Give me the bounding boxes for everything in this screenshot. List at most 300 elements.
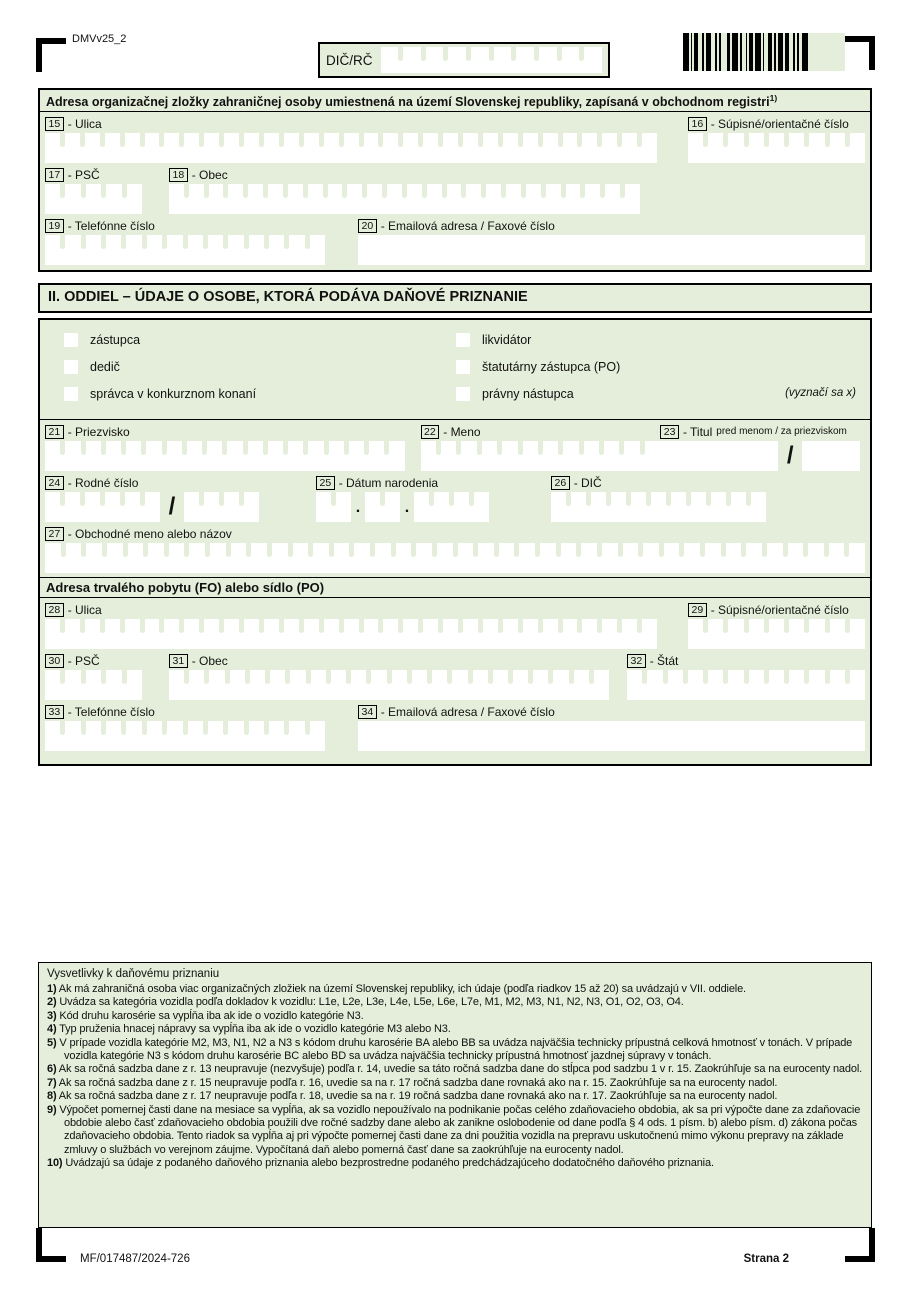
field-15-ulica-input[interactable] [45, 133, 657, 163]
field-16-label: - Súpisné/orientačné číslo [710, 116, 849, 131]
field-32-number: 32 [627, 654, 646, 668]
field-23-label: - Titul [682, 424, 713, 439]
comb-cell [631, 492, 646, 522]
comb-separator [407, 670, 412, 700]
comb-separator [60, 133, 65, 163]
field-30-psc-input[interactable] [45, 670, 142, 700]
comb-separator [80, 133, 85, 163]
comb-separator [203, 235, 208, 265]
comb-separator [626, 492, 631, 522]
comb-cell [627, 670, 642, 700]
comb-cell [443, 133, 458, 163]
comb-separator [183, 721, 188, 751]
comb-cell [502, 441, 517, 471]
field-25-datum-rok-input[interactable] [414, 492, 489, 522]
field-31-obec-input[interactable] [169, 670, 609, 700]
comb-separator [481, 184, 486, 214]
comb-separator [102, 543, 107, 573]
comb-separator [339, 619, 344, 649]
form-code: DMVv25_2 [72, 33, 127, 45]
comb-separator [81, 670, 86, 700]
comb-separator [597, 133, 602, 163]
field-30-group [45, 649, 142, 700]
comb-cell [437, 543, 453, 573]
comb-separator [141, 441, 146, 471]
comb-separator [226, 543, 231, 573]
comb-cell [189, 670, 204, 700]
field-25-datum-den-input[interactable] [316, 492, 351, 522]
field-21-label: - Priezvisko [67, 424, 130, 439]
field-15-group [45, 112, 657, 163]
comb-separator [279, 619, 284, 649]
comb-cell [86, 543, 102, 573]
comb-cell [334, 543, 350, 573]
comb-cell [623, 543, 639, 573]
comb-separator [259, 619, 264, 649]
comb-cell [184, 133, 199, 163]
comb-separator [81, 235, 86, 265]
comb-cell [441, 441, 456, 471]
comb-cell [432, 670, 447, 700]
field-29-label: - Súpisné/orientačné číslo [710, 602, 849, 617]
field-34-email-fax-input[interactable] [358, 721, 865, 751]
comb-cell [645, 441, 660, 471]
comb-cell [125, 492, 140, 522]
comb-separator [556, 543, 561, 573]
field-34-label: - Emailová adresa / Faxové číslo [380, 704, 555, 719]
comb-separator [205, 543, 210, 573]
comb-separator [364, 441, 369, 471]
comb-cell [86, 721, 101, 751]
footnote-2-text: Uvádza sa kategória vozidla podľa dokladov k vozidlu: L1e, L2e, L3e, L4e, L5e, L6e, L7e, M1, M2, M3, N1, N2, N3, O1, O2, O3, O4. [59, 996, 684, 1009]
comb-separator [81, 441, 86, 471]
footnote-10-number: 10) [47, 1157, 63, 1170]
footnote-10-text: Uvádzajú sa údaje z podaného daňového priznania alebo bezprostredne podaného predchádzajúceho dodatočného daňového priznania. [65, 1157, 714, 1170]
comb-cell [543, 619, 558, 649]
comb-separator [824, 543, 829, 573]
comb-cell [204, 619, 219, 649]
comb-separator [60, 670, 65, 700]
comb-cell [403, 47, 421, 73]
comb-cell [622, 619, 637, 649]
comb-separator [380, 492, 385, 522]
footnote-5-number: 5) [47, 1036, 57, 1049]
field-16-supisne-cislo-input[interactable] [688, 133, 865, 163]
comb-separator [120, 133, 125, 163]
comb-separator [764, 670, 769, 700]
footnote-4-number: 4) [47, 1023, 57, 1036]
comb-cell [249, 721, 264, 751]
comb-separator [164, 543, 169, 573]
comb-cell [849, 543, 865, 573]
comb-cell [250, 670, 265, 700]
comb-cell [86, 235, 101, 265]
comb-separator [326, 670, 331, 700]
comb-separator [804, 133, 809, 163]
comb-separator [723, 619, 728, 649]
comb-separator [477, 441, 482, 471]
comb-separator [370, 543, 375, 573]
field-26-number: 26 [551, 476, 570, 490]
footnote-4 [47, 1023, 863, 1036]
comb-separator [825, 133, 830, 163]
comb-cell [210, 543, 226, 573]
comb-cell [447, 184, 462, 214]
comb-cell [571, 492, 586, 522]
field-32-stat-input[interactable] [627, 670, 865, 700]
field-28-group [45, 598, 657, 649]
comb-separator [199, 133, 204, 163]
checkbox-row-dedic [64, 360, 456, 374]
comb-separator [402, 184, 407, 214]
comb-separator [436, 441, 441, 471]
field-19-telefon-input[interactable] [45, 235, 325, 265]
comb-cell [331, 670, 346, 700]
comb-separator [162, 721, 167, 751]
comb-separator [726, 492, 731, 522]
field-18-obec-input[interactable] [169, 184, 640, 214]
field-17-group [45, 163, 142, 214]
comb-separator [279, 133, 284, 163]
comb-cell [290, 670, 305, 700]
comb-cell [513, 670, 528, 700]
crop-mark-bottom-right [845, 1228, 875, 1262]
comb-separator [219, 133, 224, 163]
comb-separator [303, 184, 308, 214]
comb-cell [289, 721, 304, 751]
comb-cell [412, 670, 427, 700]
comb-separator [123, 543, 128, 573]
comb-cell [566, 184, 581, 214]
comb-cell [231, 543, 247, 573]
comb-cell [105, 619, 120, 649]
comb-cell [452, 670, 467, 700]
comb-cell [65, 133, 80, 163]
comb-separator [346, 670, 351, 700]
field-23-titul-pred-input[interactable] [660, 441, 778, 471]
checkbox-zastupca[interactable] [64, 333, 78, 347]
comb-cell [208, 721, 223, 751]
comb-cell [207, 441, 222, 471]
comb-cell [830, 670, 845, 700]
field-15-number: 15 [45, 117, 64, 131]
comb-cell [188, 721, 203, 751]
field-18-group [169, 163, 640, 214]
comb-separator [101, 721, 106, 751]
comb-cell [164, 619, 179, 649]
field-29-supisne-cislo-input[interactable] [688, 619, 865, 649]
field-24-group [45, 471, 260, 522]
comb-cell [169, 184, 184, 214]
checkbox-spravca-v-konkurznom-konani[interactable] [64, 387, 78, 401]
comb-cell [543, 441, 558, 471]
comb-separator [784, 133, 789, 163]
comb-cell [365, 492, 380, 522]
comb-cell [128, 543, 144, 573]
comb-separator [243, 441, 248, 471]
crop-mark-top-left [36, 38, 66, 72]
comb-cell [145, 133, 160, 163]
comb-separator [577, 619, 582, 649]
comb-cell [126, 721, 141, 751]
comb-separator [784, 670, 789, 700]
permanent-address-title: Adresa trvalého pobytu (FO) alebo sídlo (PO) [40, 577, 870, 598]
comb-separator [638, 543, 643, 573]
field-25-datum-mesiac-input[interactable] [365, 492, 400, 522]
comb-separator [617, 133, 622, 163]
comb-cell [483, 133, 498, 163]
footnote-9 [47, 1104, 863, 1158]
comb-separator [245, 670, 250, 700]
field-16-number: 16 [688, 117, 707, 131]
comb-separator [637, 619, 642, 649]
comb-separator [225, 670, 230, 700]
comb-cell [594, 670, 609, 700]
dic-rc-input[interactable] [381, 47, 603, 73]
comb-separator [579, 441, 584, 471]
comb-cell [708, 619, 723, 649]
comb-cell [466, 184, 481, 214]
comb-cell [642, 619, 657, 649]
comb-separator [184, 184, 189, 214]
comb-separator [721, 543, 726, 573]
comb-cell [264, 619, 279, 649]
field-24-rodne-cislo-input-1[interactable] [45, 492, 160, 522]
comb-cell [850, 619, 865, 649]
comb-cell [461, 441, 476, 471]
comb-cell [503, 133, 518, 163]
comb-separator [534, 47, 539, 73]
comb-separator [473, 543, 478, 573]
comb-cell [65, 235, 80, 265]
branch-section-title [40, 90, 870, 112]
checkbox-dedic[interactable] [64, 360, 78, 374]
field-34-group [358, 700, 865, 751]
field-21-priezvisko-input[interactable] [45, 441, 405, 471]
comb-cell [830, 619, 845, 649]
comb-cell [244, 492, 259, 522]
field-19-label: - Telefónne číslo [67, 218, 155, 233]
comb-cell [421, 441, 436, 471]
comb-separator [432, 543, 437, 573]
checkbox-likvidator[interactable] [456, 333, 470, 347]
comb-separator [469, 492, 474, 522]
comb-separator [219, 492, 224, 522]
comb-cell [809, 133, 824, 163]
field-17-psc-input[interactable] [45, 184, 142, 214]
comb-cell [164, 133, 179, 163]
comb-cell [126, 235, 141, 265]
comb-separator [398, 47, 403, 73]
comb-cell [383, 619, 398, 649]
comb-cell [224, 133, 239, 163]
comb-cell [85, 492, 100, 522]
comb-cell [751, 492, 766, 522]
field-27-group [45, 522, 865, 573]
comb-separator [597, 543, 602, 573]
comb-separator [303, 441, 308, 471]
comb-separator [199, 492, 204, 522]
comb-separator [306, 670, 311, 700]
comb-separator [804, 670, 809, 700]
comb-separator [285, 670, 290, 700]
comb-separator [142, 721, 147, 751]
barcode-bar [802, 33, 808, 71]
comb-separator [845, 619, 850, 649]
comb-separator [844, 543, 849, 573]
comb-separator [299, 133, 304, 163]
checkbox-label-likvidator: likvidátor [482, 333, 532, 347]
field-17-label: - PSČ [67, 167, 100, 182]
comb-cell [708, 133, 723, 163]
field-33-label: - Telefónne číslo [67, 704, 155, 719]
comb-cell [209, 670, 224, 700]
field-32-label: - Štát [649, 653, 679, 668]
field-24-rodne-cislo-input-2[interactable] [184, 492, 259, 522]
comb-cell [269, 235, 284, 265]
field-26-dic-input[interactable] [551, 492, 766, 522]
comb-cell [684, 543, 700, 573]
comb-cell [288, 184, 303, 214]
comb-cell [86, 441, 101, 471]
comb-separator [411, 543, 416, 573]
comb-separator [239, 492, 244, 522]
comb-separator [700, 543, 705, 573]
comb-cell [106, 721, 121, 751]
comb-cell [563, 619, 578, 649]
comb-separator [558, 619, 563, 649]
branch-section-title-text: Adresa organizačnej zložky zahraničnej osoby umiestnená na území Slovenskej republiky, zapísaná v obchodnom registri [46, 95, 770, 110]
field-28-ulica-input[interactable] [45, 619, 657, 649]
comb-separator [461, 184, 466, 214]
comb-separator [458, 619, 463, 649]
comb-cell [458, 543, 474, 573]
comb-separator [244, 235, 249, 265]
field-21-number: 21 [45, 425, 64, 439]
comb-separator [284, 235, 289, 265]
comb-cell [308, 441, 323, 471]
comb-separator [528, 670, 533, 700]
field-23-titul-za-input[interactable] [802, 441, 860, 471]
comb-separator [686, 492, 691, 522]
comb-cell [519, 543, 535, 573]
comb-separator [468, 670, 473, 700]
comb-cell [561, 543, 577, 573]
field-33-telefon-input[interactable] [45, 721, 325, 751]
comb-separator [617, 619, 622, 649]
comb-cell [392, 670, 407, 700]
section2-body [38, 318, 872, 766]
footnotes-box [38, 962, 872, 1228]
comb-cell [244, 133, 259, 163]
comb-separator [619, 441, 624, 471]
slash-separator: / [786, 442, 794, 469]
comb-cell [643, 543, 659, 573]
comb-cell [383, 133, 398, 163]
comb-cell [647, 670, 662, 700]
comb-separator [362, 184, 367, 214]
comb-separator [184, 670, 189, 700]
comb-cell [126, 441, 141, 471]
comb-separator [518, 441, 523, 471]
comb-separator [80, 492, 85, 522]
comb-cell [493, 670, 508, 700]
field-20-email-fax-input[interactable] [358, 235, 865, 265]
comb-separator [184, 543, 189, 573]
comb-separator [382, 184, 387, 214]
comb-cell [147, 235, 162, 265]
comb-separator [538, 441, 543, 471]
field-31-number: 31 [169, 654, 188, 668]
comb-cell [387, 184, 402, 214]
comb-separator [579, 47, 584, 73]
comb-cell [622, 133, 637, 163]
comb-separator [239, 619, 244, 649]
comb-cell [788, 543, 804, 573]
comb-cell [145, 619, 160, 649]
comb-separator [120, 492, 125, 522]
comb-cell [344, 619, 359, 649]
comb-cell [691, 492, 706, 522]
field-15-label: - Ulica [67, 116, 102, 131]
footnote-3 [47, 1010, 863, 1023]
comb-cell [105, 492, 120, 522]
comb-separator [703, 619, 708, 649]
comb-separator [744, 670, 749, 700]
comb-separator [744, 133, 749, 163]
comb-separator [422, 184, 427, 214]
comb-separator [514, 543, 519, 573]
comb-separator [744, 619, 749, 649]
comb-cell [167, 721, 182, 751]
field-22-meno-input[interactable] [421, 441, 661, 471]
comb-cell [248, 184, 263, 214]
comb-separator [577, 133, 582, 163]
comb-cell [347, 184, 362, 214]
comb-separator [324, 441, 329, 471]
field-27-label: - Obchodné meno alebo názov [67, 526, 232, 541]
comb-separator [202, 441, 207, 471]
comb-cell [187, 441, 202, 471]
comb-separator [100, 133, 105, 163]
comb-separator [143, 543, 148, 573]
comb-separator [518, 133, 523, 163]
checkbox-pravny-nastupca[interactable] [456, 387, 470, 401]
comb-separator [557, 47, 562, 73]
comb-cell [651, 492, 666, 522]
comb-cell [416, 543, 432, 573]
comb-cell [471, 47, 489, 73]
comb-cell [364, 133, 379, 163]
comb-separator [398, 133, 403, 163]
field-23-number: 23 [660, 425, 679, 439]
comb-separator [456, 441, 461, 471]
comb-separator [518, 619, 523, 649]
field-24-label: - Rodné číslo [67, 475, 139, 490]
checkbox-statutarny-zastupca[interactable] [456, 360, 470, 374]
comb-cell [284, 133, 299, 163]
page-number: Strana 2 [743, 1253, 789, 1265]
comb-separator [378, 133, 383, 163]
comb-cell [369, 441, 384, 471]
footnote-8 [47, 1090, 863, 1103]
comb-cell [850, 670, 865, 700]
field-27-obchodne-meno-input[interactable] [45, 543, 865, 573]
comb-cell [270, 670, 285, 700]
comb-separator [558, 441, 563, 471]
comb-separator [620, 184, 625, 214]
comb-cell [188, 235, 203, 265]
